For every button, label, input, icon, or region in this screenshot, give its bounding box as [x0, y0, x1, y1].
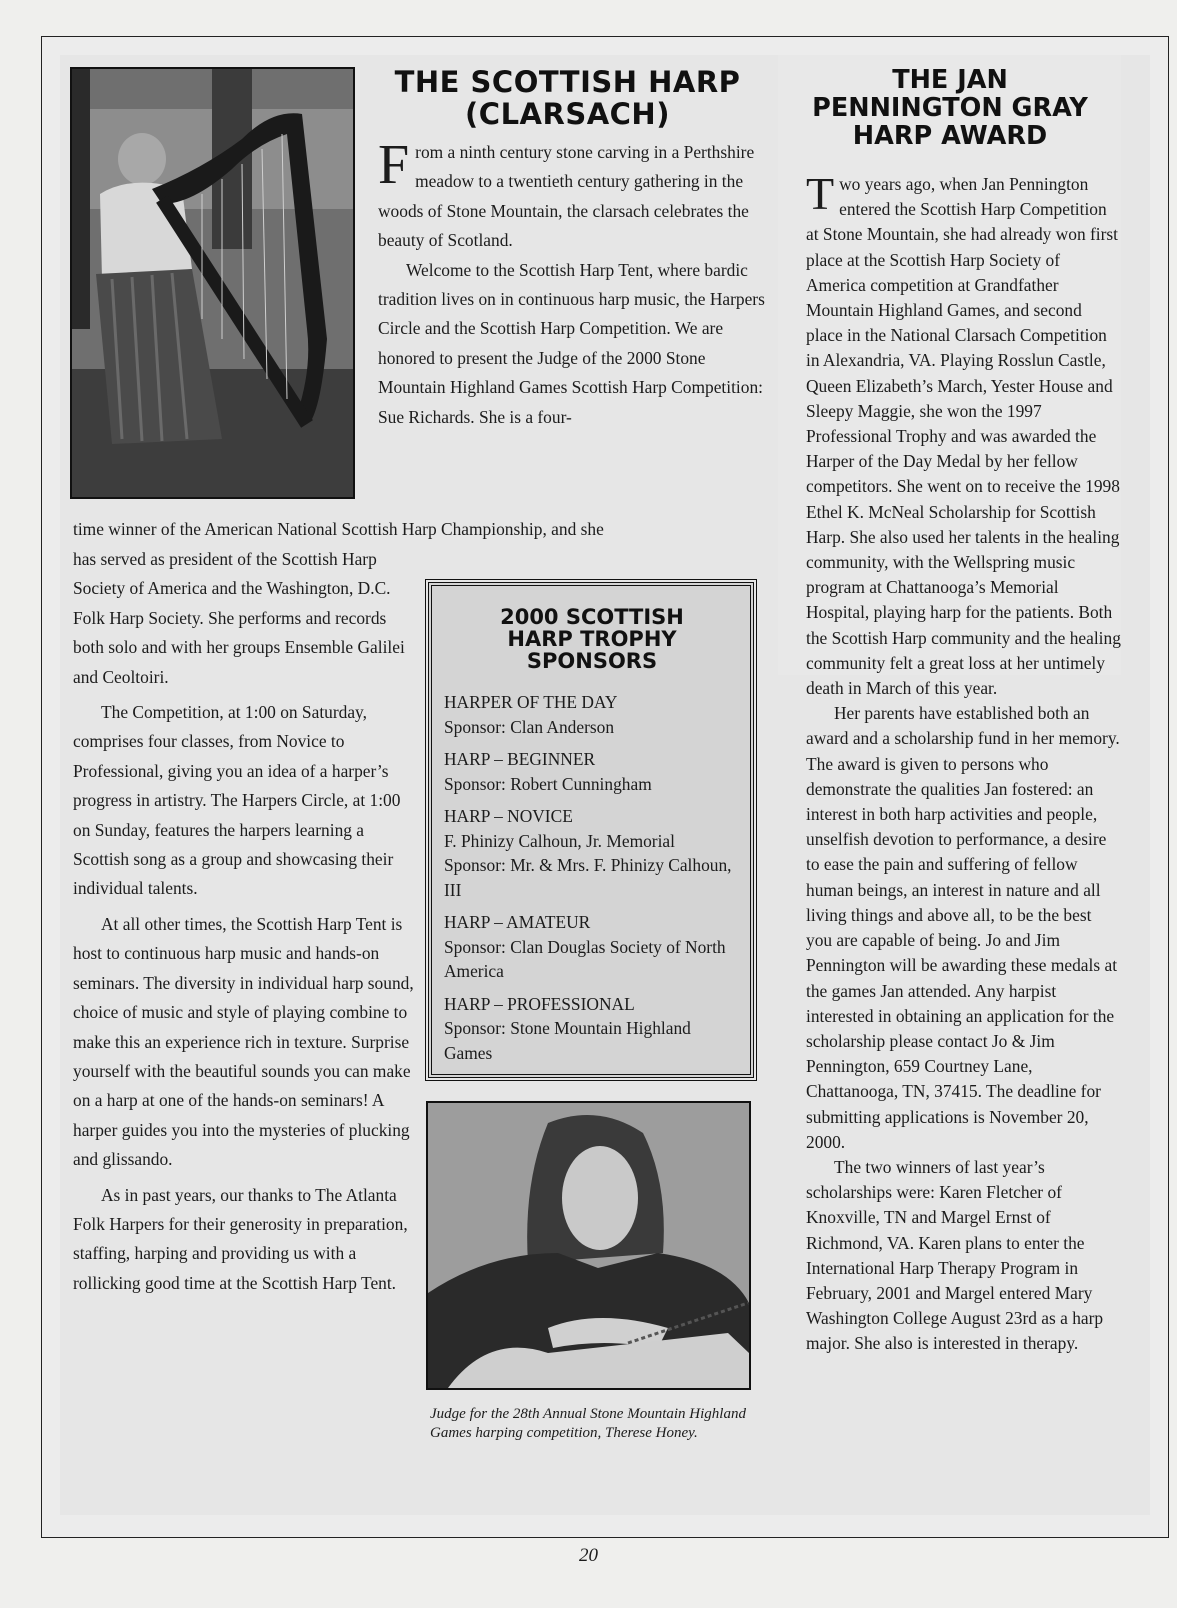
- article-paragraph: time winner of the American National Scottish Harp Championship, and she: [73, 519, 604, 539]
- article-title: [370, 66, 765, 130]
- sponsor-entry: [444, 690, 740, 739]
- article-continuation-wide: [73, 515, 773, 544]
- paragraph-text: rom a ninth century stone carving in a Perthshire meadow to a twentieth century gathering in the woods of Stone Mountain, the clarsach celebrates the beauty of Scotland.: [378, 142, 755, 251]
- award-title-line-3: HARP AWARD: [852, 121, 1048, 151]
- sponsor-category: HARPER OF THE DAY: [444, 692, 618, 712]
- sponsor-detail: Sponsor: Clan Douglas Society of North America: [444, 936, 726, 981]
- sponsor-category: HARP – BEGINNER: [444, 749, 596, 769]
- award-paragraph: The two winners of last year’s scholarships were: Karen Fletcher of Knoxville, TN and Margel Ernst of Richmond, VA. Karen plans to enter the International Harp Therapy Program in February, 2001 and Margel entered Mary Washington College August 23rd as a harp major. She also is interested in therapy.: [806, 1156, 1104, 1354]
- award-article-body: [806, 168, 1121, 1357]
- sponsor-category: HARP – NOVICE: [444, 806, 573, 826]
- article-paragraph: As in past years, our thanks to The Atlanta Folk Harpers for their generosity in preparation, staffing, harping and providing us with a rollicking good time at the Scottish Harp Tent.: [73, 1184, 408, 1293]
- sponsor-detail: Sponsor: Clan Anderson: [444, 716, 615, 737]
- article-paragraph: Welcome to the Scottish Harp Tent, where bardic tradition lives on in continuous harp music, the Harpers Circle and the Scottish Harp Competition. We are honored to present the Judge of the 2000 Stone Mountain Highland Games Scottish Harp Competition: Sue Richards. She is a four-: [378, 259, 765, 427]
- article-paragraph: has served as president of the Scottish Harp Society of America and the Washington, D.C. Folk Harp Society. She performs and records both solo and with her groups Ensemble Galilei and Ceoltoiri.: [73, 549, 405, 687]
- article-intro: [378, 134, 768, 432]
- drop-cap: T: [806, 168, 835, 219]
- sponsor-entry: [444, 992, 740, 1066]
- award-paragraph: Her parents have established both an award and a scholarship fund in her memory. The award is given to persons who demonstrate the qualities Jan fostered: an interest in both harp activities and people, unselfish devotion to performance, a desire to ease the pain and suffering of fellow human beings, an interest in nature and all living things and above all, to be the best you are capable of being. Jo and Jim Pennington will be awarding these medals at the games Jan attended. Any harpist interested in obtaining an application for the scholarship please contact Jo & Jim Pennington, 659 Courtney Lane, Chattanooga, TN, 37415. The deadline for submitting applications is November 20, 2000.: [806, 703, 1120, 1152]
- article-title-line-2: (CLARSACH): [465, 97, 670, 131]
- award-paragraph: [806, 168, 1121, 701]
- sponsor-category: HARP – AMATEUR: [444, 912, 591, 932]
- sponsors-title: [444, 606, 740, 672]
- award-title-line-1: THE JAN: [892, 65, 1008, 95]
- award-title: [780, 66, 1120, 150]
- sponsor-category: HARP – PROFESSIONAL: [444, 993, 635, 1014]
- paragraph-text: wo years ago, when Jan Pennington entered the Scottish Harp Competition at Stone Mountain, she had already won first place at the Scottish Harp Society of America competition at Grandfather Mountain Highland Games, and second place in the National Clarsach Competition in Alexandria, VA. Playing Rosslun Castle, Queen Elizabeth’s March, Yester House and Sleepy Maggie, she won the 1997 Professional Trophy and was awarded the Harper of the Day Medal by her fellow competitors. She went on to receive the 1998 Ethel K. McNeal Scholarship for Scottish Harp. She also used her talents in the healing community, with the Wellspring music program at Chattanooga’s Memorial Hospital, playing harp for the patients. Both the Scottish Harp community and the healing community felt a great loss at her untimely death in March of this year.: [806, 174, 1121, 699]
- article-title-line-1: THE SCOTTISH HARP: [394, 65, 741, 99]
- article-paragraph: The Competition, at 1:00 on Saturday, comprises four classes, from Novice to Professional, giving you an idea of a harper’s progress in artistry. The Harpers Circle, at 1:00 on Sunday, features the harpers learning a Scottish song as a group and showcasing their individual talents.: [73, 702, 401, 899]
- sponsor-detail: Sponsor: Stone Mountain Highland Games: [444, 1018, 691, 1063]
- sponsor-entry: [444, 747, 740, 796]
- sponsor-detail: Sponsor: Robert Cunningham: [444, 773, 652, 794]
- drop-cap: F: [378, 134, 410, 196]
- harpist-illustration: [72, 69, 353, 497]
- sponsors-title-line-3: SPONSORS: [526, 649, 658, 673]
- article-column-left: [73, 545, 418, 1298]
- sponsors-box: [428, 582, 754, 1078]
- judge-photo: [426, 1101, 751, 1390]
- judge-portrait-illustration: [428, 1103, 749, 1388]
- photo-caption: Judge for the 28th Annual Stone Mountain Highland Games harping competition, Therese Honey.: [430, 1406, 746, 1441]
- sponsor-entry: [444, 804, 740, 902]
- sponsor-entry: [444, 910, 740, 984]
- article-paragraph: At all other times, the Scottish Harp Tent is host to continuous harp music and hands-on seminars. The diversity in individual harp sound, choice of music and style of playing combine to make this an experience rich in texture. Surprise yourself with the beautiful sounds you can make on a harp at one of the hands-on seminars! A harper guides you into the mysteries of plucking and glissando.: [73, 913, 414, 1170]
- article-paragraph: [378, 134, 768, 256]
- sponsors-title-line-1: 2000 SCOTTISH: [500, 605, 684, 629]
- award-title-line-2: PENNINGTON GRAY: [812, 93, 1088, 123]
- harpist-photo: [70, 67, 355, 499]
- sponsor-detail: F. Phinizy Calhoun, Jr. Memorial Sponsor: Mr. & Mrs. F. Phinizy Calhoun, III: [444, 830, 732, 900]
- page-number: 20: [579, 1545, 598, 1566]
- sponsors-title-line-2: HARP TROPHY: [507, 627, 677, 651]
